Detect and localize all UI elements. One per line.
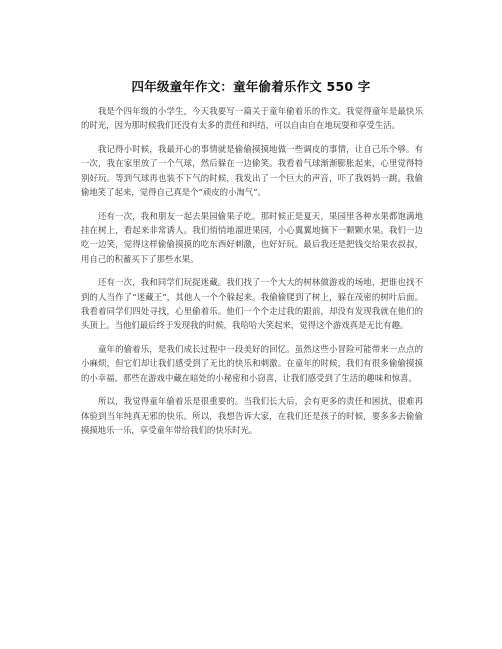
document-body — [81, 104, 423, 447]
paragraph-6: 所以，我觉得童年偷着乐是很重要的。当我们长大后，会有更多的责任和困扰，很难再体验到当年纯真无邪的快乐。所以，我想告诉大家，在我们还是孩子的时候，要多多去偷偷摸摸地乐一乐，享受童年带给我们的快乐时光。 — [81, 396, 423, 436]
document-title: 四年级童年作文：童年偷着乐作文 550 字 — [131, 79, 371, 94]
paragraph-5: 童年的偷着乐，是我们成长过程中一段美好的回忆。虽然这些小冒险可能带来一点点的小麻烦，但它们却让我们感受到了无比的快乐和刺激。在童年的时候，我们有很多偷偷摸摸的小幸福。那些在游戏中藏在暗处的小秘密和小窃喜，让我们感受到了生活的趣味和惊喜。 — [81, 344, 423, 383]
paragraph-1: 我是个四年级的小学生，今天我要写一篇关于童年偷着乐的作文。我觉得童年是最快乐的时光，因为那时候我们还没有太多的责任和纠结，可以自由自在地玩耍和享受生活。 — [81, 106, 423, 131]
paragraph-3: 还有一次，我和朋友一起去果园偷果子吃。那时候正是夏天，果园里各种水果都饱满地挂在树上，看起来非常诱人。我们悄悄地溜进果园，小心翼翼地摘下一颗颗水果。我们一边吃一边笑，觉得这样偷偷摸摸的吃东西好刺激，也好好玩。最后我还是把钱交给果农叔叔，用自己的积蓄买下了那些水果。 — [81, 210, 423, 264]
paragraph-4: 还有一次，我和同学们玩捉迷藏。我们找了一个大大的树林做游戏的场地，把谁也找不到的人当作了“迷藏王”，其他人一个个躲起来。我偷偷爬到了树上，躲在茂密的树叶后面。我看着同学们四处寻找，心里偷着乐。他们一个个走过我的跟前，却没有发现我就在他们的头顶上。当他们最后终于发现我的时候，我哈哈大笑起来，觉得这个游戏真是无比有趣。 — [81, 277, 423, 331]
paragraph-2: 我记得小时候，我最开心的事情就是偷偷摸摸地做一些调皮的事情，让自己乐个够。有一次，我在家里放了一个气球，然后躲在一边偷笑。我看着气球渐渐膨胀起来，心里觉得特别好玩。等到气球再也装不下气的时候，我发出了一个巨大的声音，吓了我妈妈一跳。我偷偷地笑了起来，觉得自己真是个“顽皮的小淘气”。 — [81, 143, 423, 198]
